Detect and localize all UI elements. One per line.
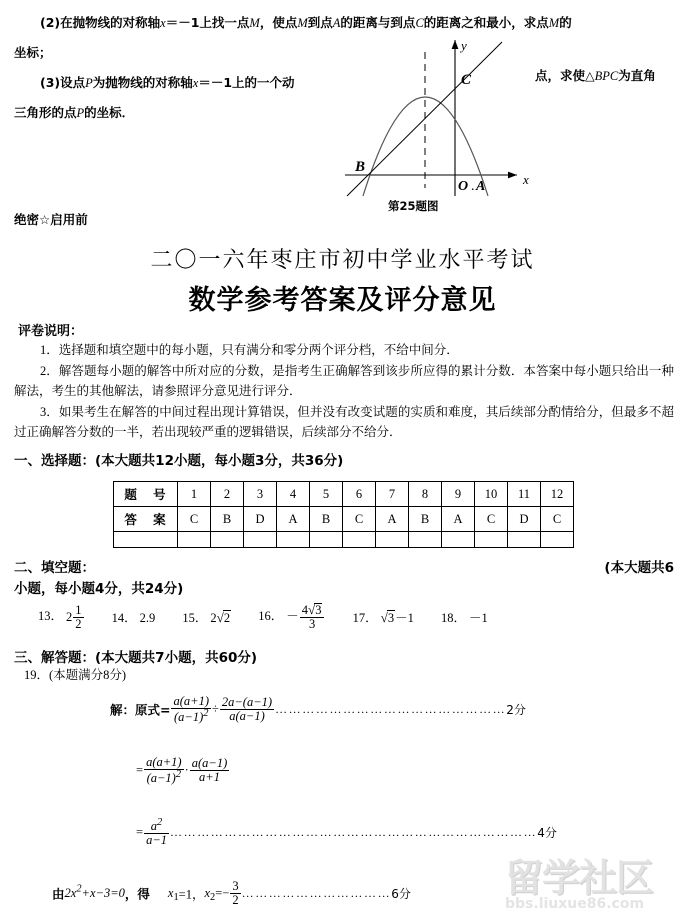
x2-denominator: 2 (232, 893, 239, 908)
section-header-fill-left: 二、填空题： (14, 560, 95, 576)
leader-dots-line1: …………………………………………… (275, 702, 507, 717)
table-cell-answer: A (376, 507, 409, 532)
part3-triangle-bpc: BPC (594, 69, 619, 83)
fill-value-14: 2.9 (139, 611, 156, 626)
score-line1: 2分 (506, 703, 526, 718)
numerator-exponent-l3: 2 (157, 817, 163, 828)
spacer-cell (277, 532, 310, 548)
grading-note-label: 评卷说明： (18, 324, 84, 339)
exam-title-line-1: 二〇一六年枣庄市初中学业水平考试 (150, 248, 535, 273)
note-text-3: 3．如果考生在解答的中间过程出现计算错误，但并没有改变试题的实质和难度，其后续部分酌情给分，但最多不超过正确解答分数的一半，若出现较严重的逻辑错误，后续部分不给分． (14, 405, 674, 439)
problem-part-2-line-1 (14, 8, 672, 38)
y-axis-arrow (452, 40, 459, 49)
denominator-exponent-l2: 2 (175, 769, 182, 781)
spacer-cell (442, 532, 475, 548)
note-text-2: 2．解答题每小题的解答中所对应的分数，是指考生正确解答到该步所应得的累计分数．本答案中每小题只给出一种解法，考生的其他解法，请参照评分意见进行评分． (14, 364, 674, 398)
fill-label-18: 18． (440, 611, 466, 626)
table-cell-answer: B (310, 507, 343, 532)
radical-sign-15: √ (216, 610, 224, 626)
question-19-heading: 19．(本题满分8分) (24, 668, 127, 682)
x1-symbol: x (167, 886, 174, 901)
label-point-a: A (476, 179, 486, 194)
part2-mid-4: 的距离与到点 (340, 15, 416, 30)
numerator-coefficient-16: 4 (301, 603, 309, 617)
operator-divide: ÷ (212, 702, 219, 717)
table-cell-answer: C (541, 507, 574, 532)
fraction-1-line2 (144, 756, 184, 785)
label-point-c: C (461, 72, 472, 88)
x1-subscript: 1 (173, 892, 179, 903)
part3-point-p2: P (76, 106, 85, 120)
fraction-x2 (230, 880, 240, 907)
fraction-numerator-13: 1 (75, 602, 82, 617)
fill-label-17: 17． (352, 611, 378, 626)
part2-point-m2: M (297, 16, 308, 30)
label-axis-y: y (461, 38, 467, 53)
fraction-line3 (144, 818, 169, 847)
spacer-cell (244, 532, 277, 548)
part2-equation: ＝－1 (165, 15, 200, 30)
part2-end: 的 (559, 15, 572, 30)
fraction-1-denominator-l2 (144, 769, 184, 785)
denominator-base: (a−1) (174, 710, 204, 725)
radicand-15: 2 (223, 611, 231, 626)
label-origin-o: O (458, 179, 469, 194)
part3-point-p1: P (85, 76, 93, 90)
table-cell-number: 2 (211, 482, 244, 507)
table-cell-number: 11 (508, 482, 541, 507)
grading-note-item (14, 361, 674, 401)
part2-mid-3: 到点 (307, 15, 333, 30)
fill-answer-14 (112, 608, 156, 626)
x2-numerator: 3 (232, 879, 239, 893)
row-label-question-number: 题 号 (114, 482, 178, 507)
part2-point-a: A (332, 16, 341, 30)
fraction-1-numerator-l2: a(a+1) (146, 755, 182, 769)
table-cell-number: 10 (475, 482, 508, 507)
x2-symbol: x (204, 886, 211, 901)
parabola-curve (363, 97, 488, 196)
fill-sign-16: － (286, 609, 299, 623)
table-cell-number: 3 (244, 482, 277, 507)
spacer-cell (343, 532, 376, 548)
fill-answer-17 (353, 608, 414, 626)
secret-notice: 绝密☆启用前 (14, 212, 88, 227)
parabola-figure (345, 28, 545, 210)
spacer-cell (178, 532, 211, 548)
section-header-solve: 三、解答题：(本大题共7小题，共60分) (14, 650, 258, 666)
spacer-cell (508, 532, 541, 548)
fraction-2-line1 (220, 696, 274, 723)
x-axis-arrow (508, 172, 517, 179)
problem-part-3-line-2 (14, 98, 672, 128)
part3-right-a: 点，求使△ (535, 68, 595, 83)
figure-caption: 第25题图 (388, 199, 439, 213)
x1-value: =1， (178, 887, 205, 902)
part3-equation: ＝－1 (198, 75, 233, 90)
fill-value-18: －1 (468, 611, 488, 626)
part2-prefix: (2)在抛物线的对称轴 (40, 15, 161, 30)
table-cell-answer: C (343, 507, 376, 532)
section-header-choice: 一、选择题：(本大题共12小题，每小题3分，共36分) (14, 453, 344, 469)
spacer-cell (376, 532, 409, 548)
equation-exponent-l4: 2 (76, 883, 82, 895)
problem-part-3-right-fragment (535, 66, 656, 84)
table-row-numbers (114, 482, 574, 507)
sqrt-16 (308, 603, 322, 617)
equals-line3: = (136, 825, 144, 840)
part2-mid-2: ，使点 (259, 15, 298, 30)
part3-variable-x: x (192, 76, 199, 90)
part3-mid-2: 上的一个动 (232, 75, 295, 90)
radicand-16: 3 (315, 603, 322, 617)
question-19-solution-line-2 (136, 756, 230, 785)
part2-mid-1: 上找一点 (199, 15, 250, 30)
radical-sign-16: √ (308, 602, 316, 617)
part2-point-c: C (415, 16, 424, 30)
fraction-2-denominator-l2: a+1 (190, 770, 230, 784)
fill-answer-16 (258, 603, 325, 631)
table-cell-answer: B (409, 507, 442, 532)
fill-answer-18 (441, 608, 488, 626)
score-line3: 4分 (537, 826, 557, 841)
section-header-fill-line2: 小题，每小题4分，共24分) (14, 581, 184, 597)
fill-coefficient-15: 2 (210, 611, 217, 626)
table-cell-number: 1 (178, 482, 211, 507)
part2-tail: 的距离之和最小，求点 (423, 15, 549, 30)
question-19-solution-line-4 (52, 880, 411, 907)
equation-rest-l4: +x−3=0 (81, 886, 125, 901)
part3-right-b: 为直角 (618, 68, 656, 83)
fraction-denominator-16: 3 (300, 617, 325, 631)
sqrt-15 (217, 610, 231, 626)
leader-dots-line4: …………………………… (241, 886, 392, 901)
problem-part-2-line-2: 坐标； (14, 45, 52, 60)
fill-label-16: 16． (258, 609, 284, 623)
fraction-1-line1 (171, 695, 211, 724)
operator-multiply: · (184, 763, 189, 778)
sqrt-17 (381, 610, 395, 626)
spacer-cell (211, 532, 244, 548)
equals-line2: = (136, 763, 144, 778)
fill-label-13: 13． (38, 609, 64, 623)
table-cell-number: 12 (541, 482, 574, 507)
fraction-16 (300, 603, 325, 631)
spacer-cell (310, 532, 343, 548)
table-cell-number: 9 (442, 482, 475, 507)
fraction-numerator-l3 (144, 818, 169, 833)
denominator-exponent: 2 (203, 708, 209, 720)
grading-note-item (14, 402, 674, 442)
note-text-1: 1．选择题和填空题中的每小题，只有满分和零分两个评分档，不给中间分． (40, 343, 459, 357)
table-cell-answer: D (508, 507, 541, 532)
question-19-solution-line-3 (136, 818, 557, 847)
fraction-denominator-13: 2 (75, 616, 82, 631)
line4-prefix: 由 (52, 886, 65, 902)
problem-part-2 (14, 8, 672, 68)
table-cell-number: 7 (376, 482, 409, 507)
line4-mid: ，得 (124, 886, 150, 902)
equation-base-l4: 2x (64, 886, 77, 901)
row-label-answer: 答 案 (114, 507, 178, 532)
fraction-2-line2 (190, 757, 230, 784)
table-cell-answer: A (277, 507, 310, 532)
watermark-url: bbs.liuxue86.com (505, 896, 645, 912)
grading-note-item (14, 340, 674, 360)
table-row-answers (114, 507, 574, 532)
fraction-2-numerator: 2a−(a−1) (221, 695, 273, 710)
fraction-numerator-16 (300, 603, 325, 617)
table-cell-number: 8 (409, 482, 442, 507)
question-19-solution-line-1 (110, 695, 526, 724)
fraction-1-numerator: a(a+1) (173, 694, 209, 708)
radicand-17: 3 (387, 611, 395, 626)
label-axis-x: x (523, 172, 529, 187)
fraction-denominator-l3: a−1 (146, 833, 167, 848)
fill-answers-row (38, 603, 512, 631)
spacer-cell (409, 532, 442, 548)
numerator-base-l3: a (150, 819, 158, 834)
fill-label-14: 14． (111, 611, 137, 626)
solution-prefix: 解：原式= (110, 702, 171, 718)
spacer-cell (114, 532, 178, 548)
table-cell-number: 4 (277, 482, 310, 507)
table-cell-answer: C (475, 507, 508, 532)
answer-table (113, 481, 574, 548)
watermark (505, 858, 680, 920)
radical-sign-17: √ (380, 610, 388, 626)
spacer-cell (475, 532, 508, 548)
section-header-fill-right: (本大题共6 (604, 560, 674, 576)
part3-line2-a: 三角形的点 (14, 105, 77, 120)
fill-answer-15 (182, 608, 231, 626)
fill-tail-17: －1 (395, 611, 414, 626)
x2-equals: =− (215, 886, 230, 901)
label-dot-separator: . (471, 179, 475, 194)
fraction-2-numerator-l2: a(a−1) (191, 756, 228, 771)
spacer-cell (541, 532, 574, 548)
score-line4: 6分 (391, 887, 411, 902)
table-row-spacer (114, 532, 574, 548)
table-cell-number: 6 (343, 482, 376, 507)
part3-prefix: (3)设点 (40, 75, 86, 90)
table-cell-answer: A (442, 507, 475, 532)
fill-answer-13 (38, 604, 85, 631)
exam-title-line-2: 数学参考答案及评分意见 (188, 285, 497, 316)
grading-notes (14, 340, 674, 443)
label-point-b: B (355, 159, 366, 175)
part3-line2-b: 的坐标． (84, 105, 135, 120)
part3-mid-1: 为抛物线的对称轴 (92, 75, 193, 90)
table-cell-answer: C (178, 507, 211, 532)
fraction-1-denominator (171, 708, 211, 724)
part2-point-m3: M (548, 16, 560, 30)
part2-variable-x: x (160, 16, 166, 30)
parabola-svg (345, 28, 545, 210)
watermark-brand: 留学社区 (505, 856, 654, 900)
x2-subscript: 2 (210, 892, 216, 903)
table-cell-answer: D (244, 507, 277, 532)
fraction-13 (73, 604, 83, 631)
mixed-whole-13: 2 (66, 609, 73, 624)
part2-point-m1: M (249, 16, 260, 30)
leader-dots-line3: ……………………………………………………………………… (170, 825, 538, 840)
denominator-base-l2: (a−1) (146, 771, 176, 786)
table-cell-number: 5 (310, 482, 343, 507)
fill-label-15: 15． (182, 611, 208, 626)
table-cell-answer: B (211, 507, 244, 532)
fraction-2-denominator: a(a−1) (220, 709, 274, 723)
